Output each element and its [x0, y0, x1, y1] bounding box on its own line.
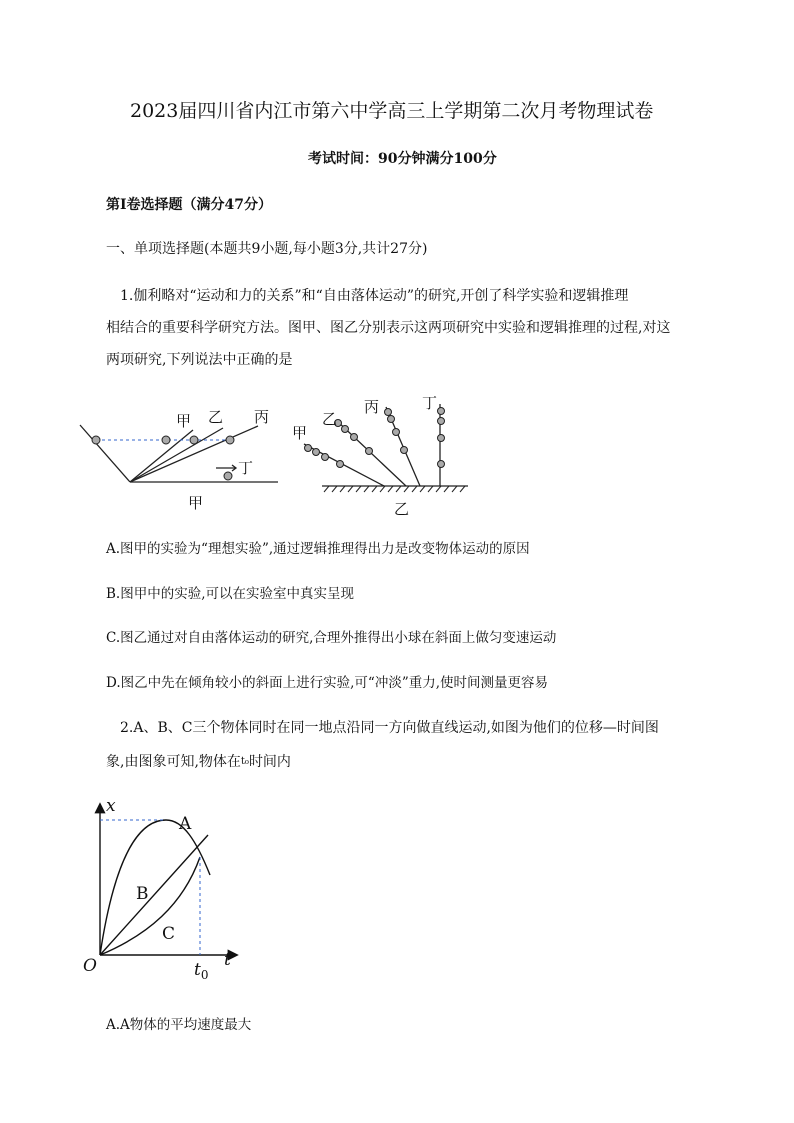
t0-label — [194, 960, 208, 982]
x-axis-label: t — [224, 950, 231, 970]
fig-b-label-1: 甲 — [292, 424, 308, 442]
fig-b-caption: 乙 — [394, 500, 410, 518]
fig-b-label-4: 丁 — [422, 394, 438, 412]
exam-time: 考试时间：90分钟满分100分 — [308, 151, 497, 167]
curve-c — [100, 857, 200, 955]
q1-line3: 两项研究,下列说法中正确的是 — [106, 352, 293, 368]
fig-b-label-3: 丙 — [364, 398, 380, 416]
q1-option-b: B.图甲中的实验,可以在实验室中真实呈现 — [106, 586, 355, 602]
q2-line1: 2.A、B、C三个物体同时在同一地点沿同一方向做直线运动,如图为他们的位移—时间图 — [120, 720, 659, 736]
q2-line2 — [106, 751, 291, 771]
q1-option-a: A.图甲的实验为“理想实验”,通过逻辑推理得出力是改变物体运动的原因 — [106, 541, 530, 557]
q2-line2-suffix: 时间内 — [248, 754, 291, 770]
figure-a-inclined-planes — [78, 400, 284, 516]
fig-b-label-2: 乙 — [322, 410, 338, 428]
fig-a-label-1: 甲 — [176, 412, 192, 430]
figure-b-free-fall — [288, 392, 474, 518]
curve-label-c: C — [162, 924, 176, 944]
line-b — [100, 835, 208, 955]
fig-a-caption: 甲 — [188, 494, 204, 512]
t0-t: t — [194, 960, 201, 980]
xt-graph — [78, 795, 248, 985]
curve-a — [100, 820, 210, 955]
page-title: 2023届四川省内江市第六中学高三上学期第二次月考物理试卷 — [130, 100, 654, 122]
curve-label-a: A — [179, 814, 192, 834]
q2-option-a: A.A物体的平均速度最大 — [106, 1017, 252, 1033]
q1-line1: 1.伽利略对“运动和力的关系”和“自由落体运动”的研究,开创了科学实验和逻辑推理 — [120, 288, 629, 304]
y-axis-label: x — [106, 796, 116, 816]
q1-option-d: D.图乙中先在倾角较小的斜面上进行实验,可“冲淡”重力,使时间测量更容易 — [106, 675, 549, 691]
q1-line2: 相结合的重要科学研究方法。图甲、图乙分别表示这两项研究中实验和逻辑推理的过程,对这 — [106, 320, 671, 336]
fig-a-label-4: 丁 — [238, 459, 254, 477]
q2-line2-prefix: 象,由图象可知,物体在 — [106, 754, 241, 770]
origin-label: O — [83, 956, 97, 976]
q1-option-c: C.图乙通过对自由落体运动的研究,合理外推得出小球在斜面上做匀变速运动 — [106, 630, 557, 646]
fig-a-label-3: 丙 — [254, 408, 270, 426]
t0-sub: 0 — [200, 968, 209, 982]
part-heading: 一、单项选择题(本题共9小题,每小题3分,共计27分) — [106, 241, 428, 257]
fig-a-label-2: 乙 — [208, 408, 224, 426]
q2-line2-t0: t₀ — [240, 756, 249, 767]
section-heading: 第I卷选择题（满分47分） — [106, 197, 273, 213]
curve-label-b: B — [136, 884, 149, 904]
